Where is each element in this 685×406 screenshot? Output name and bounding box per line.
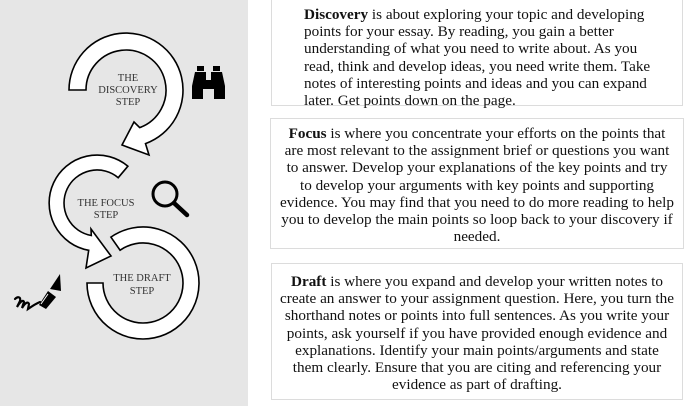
discovery-description-box bbox=[271, 0, 683, 110]
draft-label-line2: STEP bbox=[129, 286, 155, 297]
discovery-term: Discovery bbox=[304, 6, 369, 23]
process-cycle-diagram bbox=[0, 0, 248, 406]
discovery-label-line2: DISCOVERY bbox=[98, 85, 158, 96]
focus-text: is where you concentrate your efforts on the points that are most relevant to the assignment brief or questions you want to answer. Develop your explanations of the key points and try to develop your arguments with key points and supporting evidence. You may find that you need to do more reading to help you to develop the main points so loop back to your discovery if needed. bbox=[280, 125, 674, 246]
focus-label-line2: STEP bbox=[93, 210, 119, 221]
fountain-pen-icon bbox=[15, 274, 61, 309]
draft-description-box bbox=[271, 263, 683, 400]
discovery-text: is about exploring your topic and developing points for your essay. By reading, you gain a better understanding of what you need to write about. As you read, think and develop ideas, you need write them. Take notes of interesting points and ideas and you can expand later. Get points down on the page. bbox=[304, 6, 651, 110]
process-diagram-panel bbox=[0, 0, 248, 406]
focus-description-box bbox=[270, 118, 684, 249]
discovery-label-line3: STEP bbox=[115, 97, 141, 108]
magnifier-icon bbox=[153, 182, 187, 215]
discovery-label-line1: THE bbox=[117, 73, 139, 84]
draft-term: Draft bbox=[291, 273, 327, 290]
draft-label-line1: THE DRAFT bbox=[113, 273, 171, 284]
focus-term: Focus bbox=[288, 125, 327, 142]
draft-text: is where you expand and develop your written notes to create an answer to your assignment question. Here, you turn the shorthand notes or points into full sentences. As you write your points, ask yourself if you have provided enough evidence and explanations. Identify your main points/arguments and state them clearly. Ensure that you are citing and referencing your evidence as part of drafting. bbox=[280, 273, 674, 394]
binoculars-icon bbox=[192, 66, 225, 99]
focus-label-line1: THE FOCUS bbox=[77, 198, 135, 209]
